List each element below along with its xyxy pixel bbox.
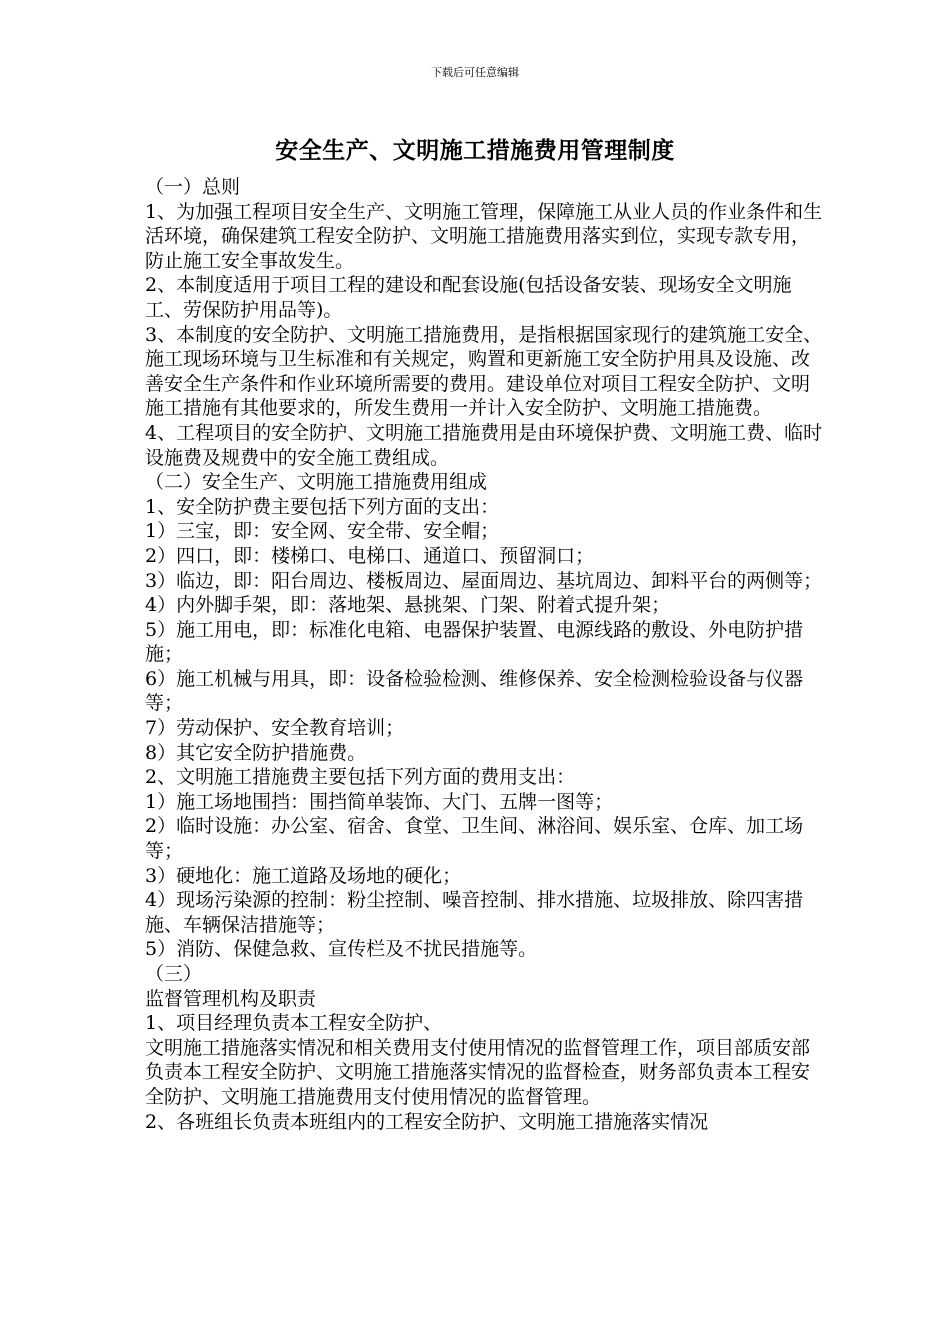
list-item: 1）三宝，即：安全网、安全带、安全帽； xyxy=(145,520,500,543)
document-body xyxy=(145,175,825,1134)
list-item: 5）消防、保健急救、宣传栏及不扰民措施等。 xyxy=(145,938,538,961)
list-item: 8）其它安全防护措施费。 xyxy=(145,741,367,764)
paragraph: 2、本制度适用于项目工程的建设和配套设施(包括设备安装、现场安全文明施工、劳保防护用品等)。 xyxy=(145,274,792,321)
paragraph: 4、工程项目的安全防护、文明施工措施费用是由环境保护费、文明施工费、临时设施费及规费中的安全施工费组成。 xyxy=(145,421,823,469)
list-item: 2）临时设施：办公室、宿舍、食堂、卫生间、淋浴间、娱乐室、仓库、加工场等； xyxy=(145,815,804,863)
paragraph: 2、各班组长负责本班组内的工程安全防护、文明施工措施落实情况 xyxy=(145,1110,709,1133)
list-item: 6）施工机械与用具，即：设备检验检测、维修保养、安全检测检验设备与仪器等； xyxy=(145,667,804,715)
paragraph: 3、本制度的安全防护、文明施工措施费用，是指根据国家现行的建筑施工安全、施工现场环境与卫生标准和有关规定，购置和更新施工安全防护用具及设施、改善安全生产条件和作业环境所需要的费用。建设单位对项目工程安全防护、文明施工措施有其他要求的，所发生费用一并计入安全防护、文明施工措施费。 xyxy=(145,323,823,420)
document-title: 安全生产、文明施工措施费用管理制度 xyxy=(275,138,675,164)
paragraph: 1、安全防护费主要包括下列方面的支出： xyxy=(145,495,500,518)
list-item: 5）施工用电，即：标准化电箱、电器保护装置、电源线路的敷设、外电防护措施； xyxy=(145,618,804,666)
section-heading-general: （一）总则 xyxy=(145,176,241,198)
list-item: 2）四口，即：楼梯口、电梯口、通道口、预留洞口； xyxy=(145,544,595,567)
list-item: 3）临边，即：阳台周边、楼板周边、屋面周边、基坑周边、卸料平台的两侧等； xyxy=(145,569,823,592)
list-item: 3）硬地化：施工道路及场地的硬化； xyxy=(145,864,462,887)
page-header-note: 下载后可任意编辑 xyxy=(431,66,519,79)
list-item: 7）劳动保护、安全教育培训； xyxy=(145,717,405,740)
section-heading-supervision-title: 监督管理机构及职责 xyxy=(145,987,317,1010)
paragraph: 文明施工措施落实情况和相关费用支付使用情况的监督管理工作，项目部质安部负责本工程安全防护、文明施工措施落实情况的监督检查，财务部负责本工程安全防护、文明施工措施费用支付使用情况的监督管理。 xyxy=(145,1036,811,1108)
paragraph: 2、文明施工措施费主要包括下列方面的费用支出： xyxy=(145,766,576,789)
list-item: 4）现场污染源的控制：粉尘控制、噪音控制、排水措施、垃圾排放、除四害措施、车辆保洁措施等； xyxy=(145,889,804,936)
paragraph: 1、项目经理负责本工程安全防护、 xyxy=(145,1012,443,1035)
list-item: 1）施工场地围挡：围挡简单装饰、大门、五牌一图等； xyxy=(145,790,614,813)
list-item: 4）内外脚手架，即：落地架、悬挑架、门架、附着式提升架； xyxy=(145,594,671,617)
section-heading-supervision: （三） xyxy=(145,963,203,985)
section-heading-composition: （二）安全生产、文明施工措施费用组成 xyxy=(145,471,488,494)
paragraph: 1、为加强工程项目安全生产、文明施工管理，保障施工从业人员的作业条件和生活环境，确保建筑工程安全防护、文明施工措施费用落实到位，实现专款专用，防止施工安全事故发生。 xyxy=(145,200,823,272)
